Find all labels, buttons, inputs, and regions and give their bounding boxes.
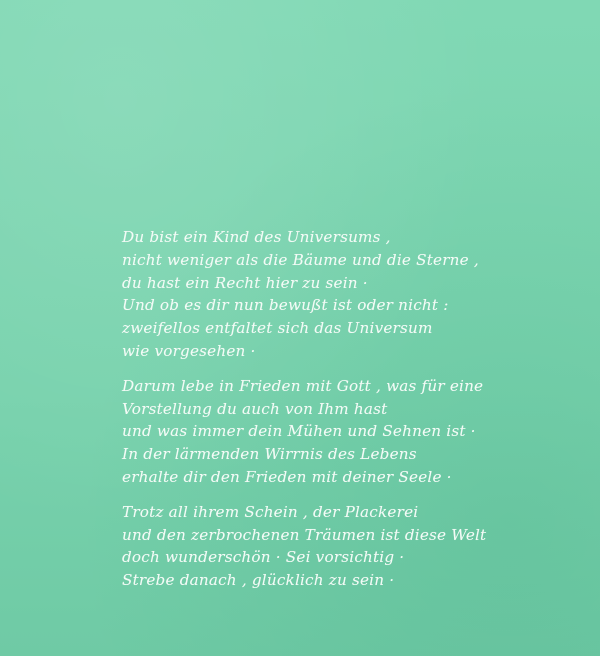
stanza-2	[122, 375, 542, 489]
poem-text	[122, 226, 542, 604]
poem-line: erhalte dir den Frieden mit deiner Seele ·	[122, 467, 452, 486]
poem-line: und den zerbrochenen Träumen ist diese Welt	[122, 525, 487, 544]
poem-line: Trotz all ihrem Schein , der Plackerei	[122, 502, 419, 521]
poem-line: zweifellos entfaltet sich das Universum	[122, 319, 433, 338]
poem-line: du hast ein Recht hier zu sein ·	[122, 273, 368, 292]
poem-line: und was immer dein Mühen und Sehnen ist ·	[122, 422, 476, 441]
poem-line: Strebe danach , glücklich zu sein ·	[122, 571, 395, 590]
poem-line: doch wunderschön · Sei vorsichtig ·	[122, 548, 405, 567]
poem-line: Und ob es dir nun bewußt ist oder nicht :	[122, 296, 449, 315]
poem-line: Darum lebe in Frieden mit Gott , was für eine	[122, 376, 484, 395]
poem-line: In der lärmenden Wirrnis des Lebens	[122, 445, 417, 464]
stanza-3	[122, 501, 542, 592]
poem-line: wie vorgesehen ·	[122, 341, 256, 360]
poem-line: Vorstellung du auch von Ihm hast	[122, 399, 388, 418]
poem-line: nicht weniger als die Bäume und die Sterne ,	[122, 250, 479, 269]
poem-line: Du bist ein Kind des Universums ,	[122, 228, 391, 246]
stanza-1	[122, 226, 542, 363]
